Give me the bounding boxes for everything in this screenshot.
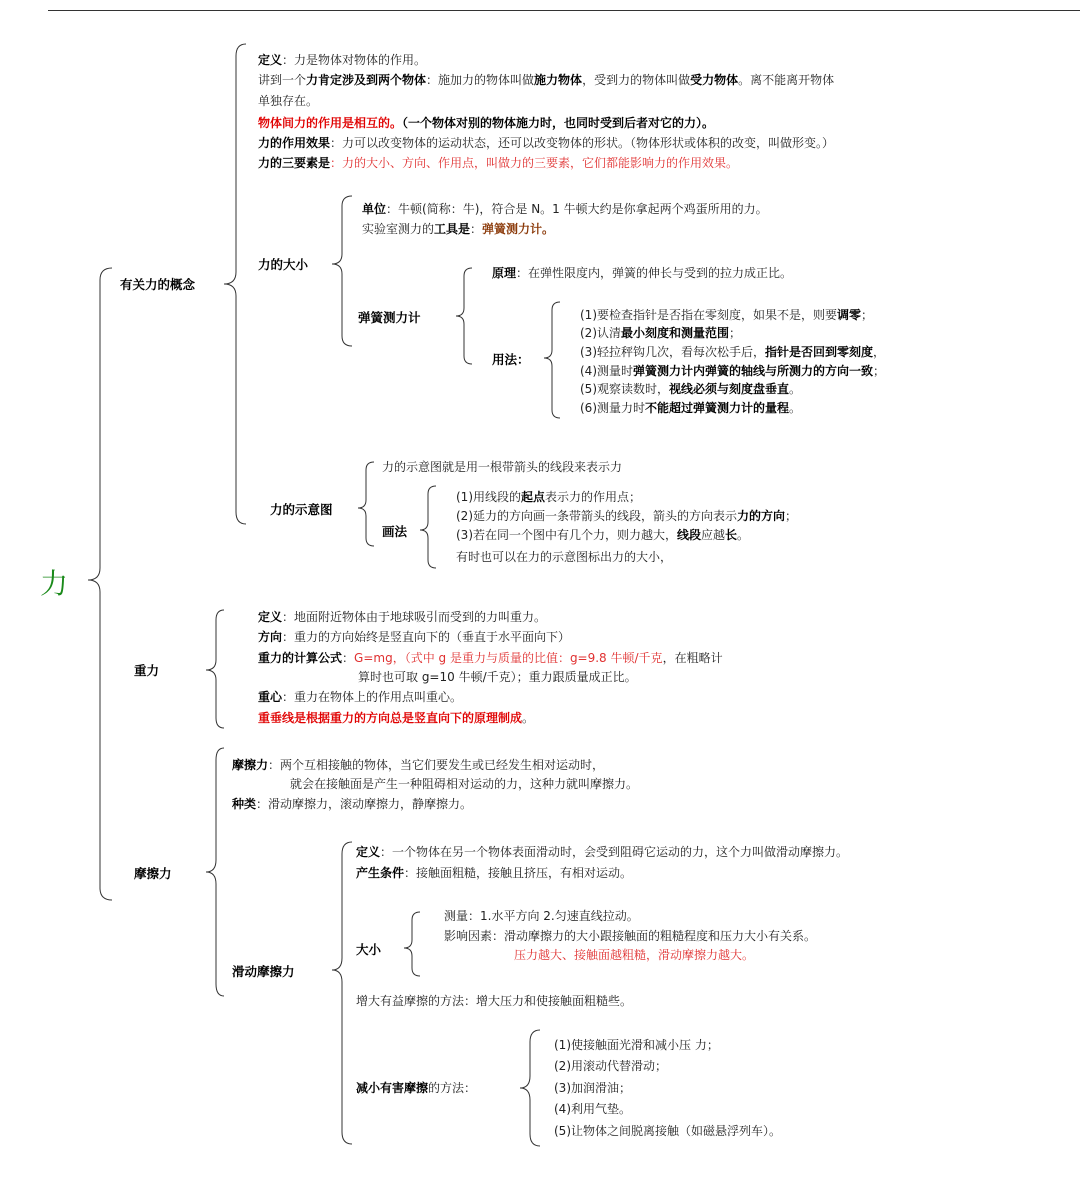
concept-effect: 力的作用效果：力可以改变物体的运动状态，还可以改变物体的形状。（物体形状或体积的改变，叫做形变。）	[258, 136, 835, 150]
gravity-direction: 方向：重力的方向始终是竖直向下的（垂直于水平面向下）	[258, 630, 571, 644]
size-unit: 单位：牛顿(简称：牛)，符合是 N。1 牛顿大约是你拿起两个鸡蛋所用的力。	[362, 202, 768, 216]
gravity-label: 重力	[134, 663, 160, 678]
draw-item-2: (2)延力的方向画一条带箭头的线段，箭头的方向表示力的方向；	[456, 509, 798, 523]
concept-mutual: 物体间力的作用是相互的。（一个物体对别的物体施力时，也同时受到后者对它的力）。	[258, 116, 715, 130]
sliding-condition: 产生条件：接触面粗糙，接触且挤压，有相对运动。	[356, 866, 633, 880]
usage-item-4: (4)测量时弹簧测力计内弹簧的轴线与所测力的方向一致；	[580, 364, 886, 378]
friction-bracket	[206, 748, 224, 996]
size-label: 力的大小	[258, 257, 309, 272]
gravity-formula: 重力的计算公式：G=mg，（式中 g 是重力与质量的比值：g=9.8 牛顿/千克，在粗略计	[258, 651, 723, 665]
gravity-definition: 定义：地面附近物体由于地球吸引而受到的力叫重力。	[258, 610, 547, 624]
gravity-formula-line2: 算时也可取 g=10 牛顿/千克）；重力跟质量成正比。	[358, 670, 637, 684]
usage-item-3: (3)轻拉秤钩几次，看每次松手后，指针是否回到零刻度，	[580, 345, 886, 359]
friction-definition: 摩擦力：两个互相接触的物体，当它们要发生或已经发生相对运动时，	[232, 758, 605, 772]
concept-three-elements: 力的三要素是：力的大小、方向、作用点，叫做力的三要素，它们都能影响力的作用效果。	[258, 156, 739, 170]
reduce-item-2: (2)用滚动代替滑动；	[554, 1059, 667, 1073]
gravity-plumb-line: 重垂线是根据重力的方向总是竖直向下的原理制成。	[258, 711, 535, 725]
friction-label: 摩擦力	[134, 866, 172, 881]
reduce-bracket	[520, 1030, 540, 1146]
draw-item-4: 有时也可以在力的示意图标出力的大小，	[456, 550, 673, 564]
usage-item-1: (1)要检查指针是否指在零刻度，如果不是，则要调零；	[580, 308, 874, 322]
draw-bracket	[420, 486, 436, 568]
sliding-bracket	[332, 842, 352, 1144]
draw-label: 画法	[382, 524, 408, 539]
friction-size-label: 大小	[356, 942, 382, 957]
reduce-item-3: (3)加润滑油；	[554, 1081, 631, 1095]
usage-bracket	[544, 302, 560, 418]
reduce-friction-label: 减小有害摩擦的方法：	[356, 1081, 477, 1095]
sliding-label: 滑动摩擦力	[232, 964, 295, 979]
diagram-bracket	[358, 462, 374, 546]
concept-label: 有关力的概念	[120, 277, 196, 292]
concept-line-three: 单独存在。	[258, 94, 319, 108]
reduce-item-1: (1)使接触面光滑和减小压 力；	[554, 1038, 719, 1052]
usage-item-5: (5)观察读数时，视线必须与刻度盘垂直。	[580, 382, 802, 396]
friction-kinds: 种类：滑动摩擦力，滚动摩擦力，静摩擦力。	[232, 797, 473, 811]
friction-factors-conclusion: 压力越大、接触面越粗糙，滑动摩擦力越大。	[514, 948, 755, 962]
root-node: 力	[40, 567, 69, 600]
size-bracket	[332, 196, 352, 346]
gravity-bracket	[206, 610, 224, 728]
meter-bracket	[456, 268, 472, 364]
reduce-item-5: (5)让物体之间脱离接触（如磁悬浮列车）。	[554, 1124, 781, 1138]
friction-factors: 影响因素：滑动摩擦力的大小跟接触面的粗糙程度和压力大小有关系。	[444, 929, 817, 943]
friction-definition-line2: 就会在接触面是产生一种阻碍相对运动的力，这种力就叫摩擦力。	[290, 777, 639, 791]
concept-line-two-bodies: 讲到一个力肯定涉及到两个物体：施加力的物体叫做施力物体，受到力的物体叫做受力物体。离不能离开物体	[258, 73, 835, 87]
reduce-item-4: (4)利用气垫。	[554, 1102, 631, 1116]
usage-item-2: (2)认清最小刻度和测量范围；	[580, 326, 742, 340]
draw-item-3: (3)若在同一个图中有几个力，则力越大，线段应越长。	[456, 528, 750, 542]
usage-label: 用法：	[492, 352, 530, 367]
usage-item-6: (6)测量力时不能超过弹簧测力计的量程。	[580, 401, 802, 415]
friction-size-bracket	[404, 912, 420, 976]
sliding-definition: 定义：一个物体在另一个物体表面滑动时，会受到阻碍它运动的力，这个力叫做滑动摩擦力。	[356, 845, 849, 859]
root-bracket	[88, 268, 112, 900]
diagram-label: 力的示意图	[270, 502, 333, 517]
gravity-center: 重心：重力在物体上的作用点叫重心。	[258, 690, 463, 704]
meter-principle: 原理：在弹性限度内，弹簧的伸长与受到的拉力成正比。	[492, 266, 793, 280]
diagram-intro: 力的示意图就是用一根带箭头的线段来表示力	[382, 460, 623, 474]
concept-definition: 定义：力是物体对物体的作用。	[258, 53, 427, 67]
size-tool: 实验室测力的工具是：弹簧测力计。	[362, 222, 555, 236]
concept-bracket	[224, 44, 246, 524]
friction-measure: 测量：1.水平方向 2.匀速直线拉动。	[444, 909, 639, 923]
meter-label: 弹簧测力计	[358, 310, 421, 325]
draw-item-1: (1)用线段的起点表示力的作用点；	[456, 490, 642, 504]
increase-friction: 增大有益摩擦的方法：增大压力和使接触面粗糙些。	[356, 994, 633, 1008]
